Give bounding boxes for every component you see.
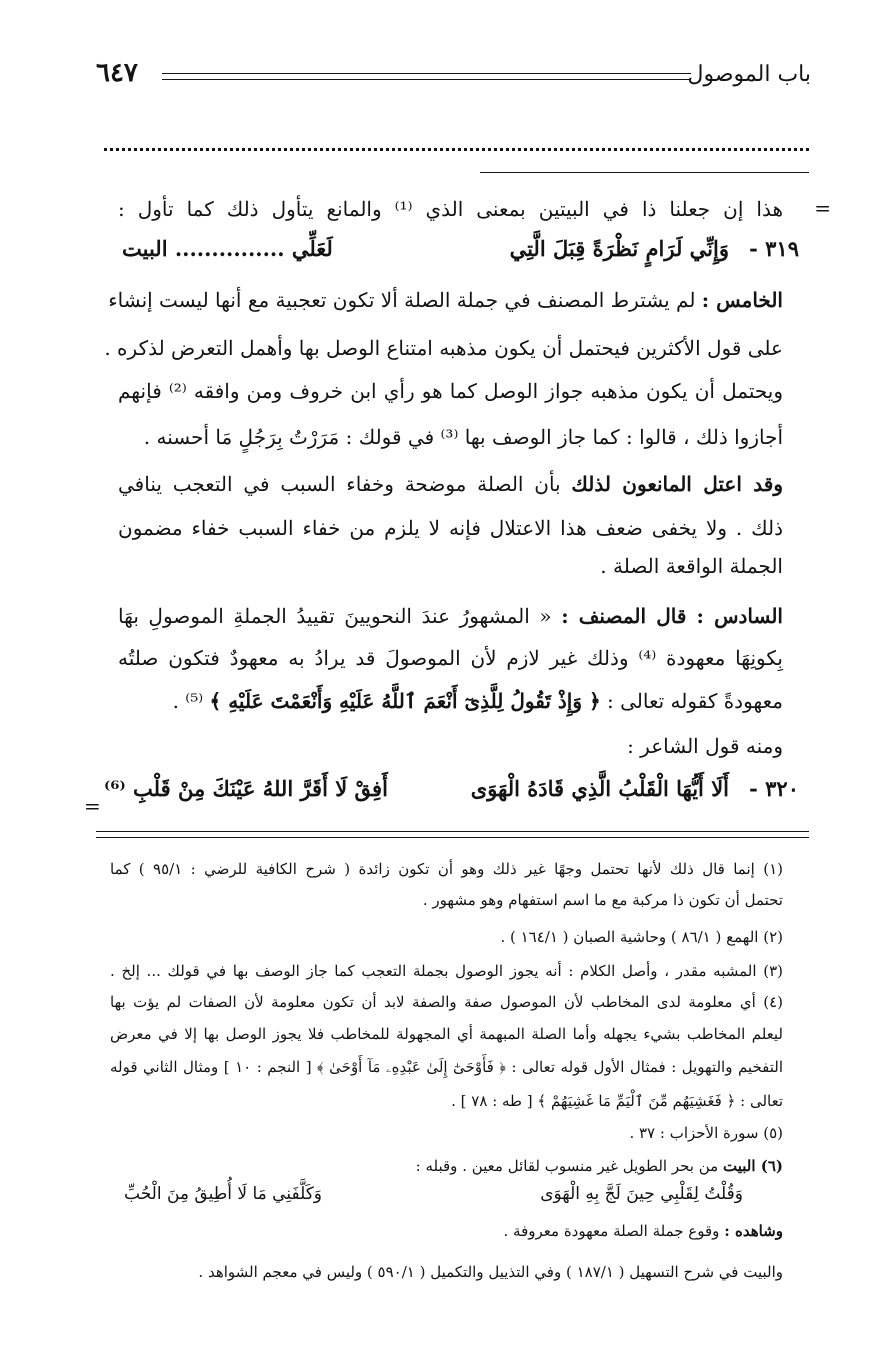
continuation-mark: = <box>814 196 831 220</box>
body-line-7-lead: وقد اعتل المانعون لذلك <box>571 472 783 496</box>
footnote-6-last-line: والبيت في شرح التسهيل ( ١٨٧/١ ) وفي التذييل والتكميل ( ٥٩٠/١ ) وليس في معجم الشواهد . <box>198 1263 783 1281</box>
footnote-1-line-2: تحتمل أن تكون ذا مركبة مع ما اسم استفهام وهو مشهور . <box>422 891 783 909</box>
body-line-10 <box>118 601 783 631</box>
section-sixth-lead: السادس : قال المصنف : <box>561 604 783 628</box>
footnote-6-witness-lead: وشاهده : <box>724 1222 783 1240</box>
short-rule <box>480 172 809 173</box>
body-line-10-text: « المشهورُ عندَ النحويينَ تقييدُ الجملةِ الموصولِ بهَا <box>118 604 552 628</box>
section-fifth-lead: الخامس : <box>701 288 783 312</box>
body-line-3 <box>108 285 783 315</box>
body-line-8: ذلك . ولا يخفى ضعف هذا الاعتلال فإنه لا يلزم من خفاء السبب خفاء مضمون <box>118 516 783 540</box>
header-rule-2 <box>162 79 691 80</box>
footnote-rule <box>96 831 809 832</box>
body-line-13: ومنه قول الشاعر : <box>627 734 783 758</box>
footnote-2: (٢) الهمع ( ٨٦/١ ) وحاشية الصبان ( ١٦٤/١ ) . <box>500 928 783 946</box>
footnote-4-line-4: تعالى : ﴿ فَغَشِيَهُم مِّنَ ٱلْيَمِّ مَا غَشِيَهُمْ ﴾ [ طه : ٧٨ ] . <box>451 1092 783 1110</box>
body-line-7-text: بأن الصلة موضحة وخفاء السبب في التعجب ينافي <box>118 472 561 496</box>
quran-quote-ahzab: ﴿ وَإِذْ تَقُولُ لِلَّذِىٓ أَنْعَمَ ٱللَّهُ عَلَيْهِ وَأَنْعَمْتَ عَلَيْهِ ﴾ <box>209 689 601 713</box>
body-line-11: بِكونِهَا معهودة ⁽⁴⁾ وذلك غير لازم لأن الموصولَ قد يرادُ به معهودٌ فتكون صلتُه <box>118 646 784 670</box>
footnote-ref-5: ⁽⁵⁾ . <box>172 689 204 713</box>
body-line-12 <box>118 686 783 716</box>
body-line-3-text: لم يشترط المصنف في جملة الصلة ألا تكون تعجبية مع أنها ليست إنشاء <box>108 288 696 312</box>
footnote-1-line-1: (١) إنما قال ذلك لأنها تحتمل وجهًا غير ذلك وهو أن تكون زائدة ( شرح الكافية للرضي : ٩٥/١ ) كما <box>110 860 783 878</box>
footnote-6-text: من بحر الطويل غير منسوب لقائل معين . وقبله : <box>415 1157 719 1175</box>
footnote-3: (٣) المشبه مقدر ، وأصل الكلام : أنه يجوز الوصول بجملة التعجب كما جاز الوصف بها في قولك ... إلخ . <box>110 962 783 980</box>
header-rule <box>162 73 691 74</box>
body-line-1: هذا إن جعلنا ذا في البيتين بمعنى الذي ⁽¹⁾ والمانع يتأول ذلك كما تأول : <box>118 197 783 221</box>
verse-319-second-hemistich: لَعَلِّي ............... البيت <box>122 236 333 261</box>
page-number: ٦٤٧ <box>96 58 138 88</box>
footnote-6-witness-text: وقوع جملة الصلة معهودة معروفة . <box>503 1222 720 1240</box>
footnote-6-verse-second-hemistich: وَكَلَّفَنِي مَا لَا أُطِيقُ مِنَ الْحُبِّ <box>124 1184 323 1204</box>
chapter-title: باب الموصول <box>687 62 811 87</box>
body-line-9: الجملة الواقعة الصلة . <box>600 554 783 578</box>
body-line-6: أجازوا ذلك ، قالوا : كما جاز الوصف بها ⁽³⁾ في قولك : مَرَرْتُ بِرَجُلٍ مَا أحسنه . <box>143 425 783 449</box>
body-line-12-text: معهودةً كقوله تعالى : <box>607 689 783 713</box>
verse-319-number: ٣١٩ - <box>749 236 799 261</box>
footnote-4-line-3: التفخيم والتهويل : فمثال الأول قوله تعالى : ﴿ فَأَوْحَىٰٓ إِلَىٰ عَبْدِهِۦ مَآ أَوْحَىٰ ﴾ [ النجم : ١٠ ] ومثال الثاني قوله <box>110 1058 783 1076</box>
verse-320-second-hemistich: أَفِقْ لَا أَقَرَّ اللهُ عَيْنَكَ مِنْ قَلْبِ ⁽⁶⁾ <box>104 776 388 801</box>
continuation-mark-bottom: = <box>84 794 101 818</box>
footnote-5: (٥) سورة الأحزاب : ٣٧ . <box>629 1124 783 1142</box>
body-line-7 <box>118 469 783 499</box>
verse-319-first-hemistich: وَإِنِّي لَرَامٍ نَظْرَةً قِبَلَ الَّتِي <box>509 236 729 261</box>
footnote-6-witness <box>110 1220 783 1242</box>
body-line-5: ويحتمل أن يكون مذهبه جواز الوصل كما هو رأي ابن خروف ومن وافقه ⁽²⁾ فإنهم <box>118 379 783 403</box>
dotted-separator <box>104 148 809 151</box>
footnote-4-line-1: (٤) أي معلومة لدى المخاطب لأن الموصول صفة والصفة لابد أن تكون معلومة لأن الصفات لم يؤت بها <box>110 993 783 1011</box>
footnote-6-lead: (٦) البيت <box>722 1157 783 1175</box>
verse-320-number: ٣٢٠ - <box>749 776 799 801</box>
footnote-4-line-2: ليعلم المخاطب بشيء يجهله وأما الصلة المبهمة أي المجهولة للمخاطب فلا يجوز الوصل بها إلا في معرض <box>110 1025 783 1043</box>
footnote-rule-2 <box>96 837 809 838</box>
body-line-4: على قول الأكثرين فيحتمل أن يكون مذهبه امتناع الوصل بها وأهمل التعرض لذكره . <box>104 336 783 360</box>
footnote-6-line-1 <box>110 1155 783 1177</box>
footnote-6-verse-first-hemistich: وَقُلْتُ لِقَلْبِي حِينَ لَجَّ بِهِ الْهَوَى <box>540 1184 743 1204</box>
verse-320-first-hemistich: أَلَا أَيُّهَا الْقَلْبُ الَّذِي قَادَهُ الْهَوَى <box>470 776 729 801</box>
